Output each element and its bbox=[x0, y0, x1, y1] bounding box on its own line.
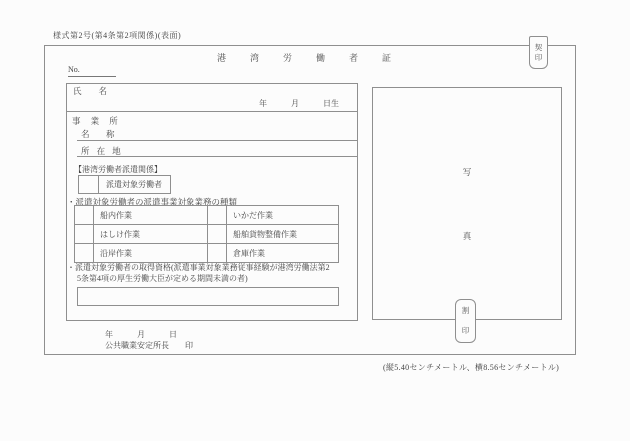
dispatch-section-heading: 【港湾労働者派遣関係】 bbox=[74, 165, 162, 174]
photo-area bbox=[372, 87, 562, 320]
birthdate-label: 年 月 日生 bbox=[259, 99, 339, 108]
tally-seal-box-keiin bbox=[529, 36, 548, 69]
issue-date-label: 年 月 日 bbox=[105, 330, 177, 339]
checkbox-cargo-maintenance-work[interactable] bbox=[208, 225, 227, 244]
work-types-table bbox=[74, 205, 339, 263]
checkbox-ship-work[interactable] bbox=[75, 206, 94, 225]
wariin-char-top: 割 bbox=[461, 306, 470, 315]
work-type-label: 船舶貨物整備作業 bbox=[227, 225, 339, 244]
work-type-label: はしけ作業 bbox=[94, 225, 208, 244]
certificate-title: 港湾労働者証 bbox=[216, 53, 415, 63]
wariin-char-bottom: 印 bbox=[461, 326, 470, 335]
work-type-row bbox=[75, 206, 339, 225]
establishment-address-underline bbox=[77, 156, 357, 157]
issuer-label: 公共職業安定所長 印 bbox=[105, 341, 193, 350]
form-number-label: 様式第2号(第4条第2項関係)(表面) bbox=[53, 31, 182, 40]
work-type-label: いかだ作業 bbox=[227, 206, 339, 225]
establishment-name-label: 名 称 bbox=[81, 129, 119, 139]
checkbox-barge-work[interactable] bbox=[75, 225, 94, 244]
photo-label-bottom: 真 bbox=[462, 230, 472, 241]
work-type-label: 沿岸作業 bbox=[94, 244, 208, 263]
checkbox-raft-work[interactable] bbox=[208, 206, 227, 225]
work-type-label: 倉庫作業 bbox=[227, 244, 339, 263]
dispatch-worker-check-box bbox=[78, 175, 171, 194]
dispatch-worker-checkbox[interactable] bbox=[79, 176, 99, 193]
name-label: 氏 名 bbox=[73, 86, 108, 96]
checkbox-coastal-work[interactable] bbox=[75, 244, 94, 263]
work-type-row bbox=[75, 225, 339, 244]
dispatch-worker-label: 派遣対象労働者 bbox=[106, 179, 162, 189]
qualification-entry-box[interactable] bbox=[77, 287, 339, 306]
establishment-address-label: 所 在 地 bbox=[81, 146, 124, 156]
size-note: (縦5.40センチメートル、横8.56センチメートル) bbox=[383, 363, 560, 372]
establishment-name-underline bbox=[77, 140, 357, 141]
qualification-heading-line2: 5条第4項の厚生労働大臣が定める期間未満の者) bbox=[77, 274, 248, 283]
checkbox-warehouse-work[interactable] bbox=[208, 244, 227, 263]
no-label: No. bbox=[68, 65, 80, 74]
certificate-number-blank[interactable] bbox=[80, 64, 114, 72]
photo-label-top: 写 bbox=[462, 166, 472, 177]
keiin-char-top: 契 bbox=[534, 42, 543, 52]
work-type-row bbox=[75, 244, 339, 263]
certificate-number-field[interactable] bbox=[68, 64, 116, 77]
qualification-heading-line1: ・派遣対象労働者の取得資格(派遣事業対象業務従事経験が港湾労働法第2 bbox=[67, 263, 330, 272]
name-row-divider bbox=[67, 111, 357, 112]
work-type-label: 船内作業 bbox=[94, 206, 208, 225]
keiin-char-bottom: 印 bbox=[534, 52, 543, 62]
tally-seal-box-wariin bbox=[455, 299, 476, 343]
establishment-label: 事 業 所 bbox=[72, 116, 122, 126]
work-types-heading: ・派遣対象労働者の派遣事業対象業務の種類 bbox=[67, 197, 238, 207]
